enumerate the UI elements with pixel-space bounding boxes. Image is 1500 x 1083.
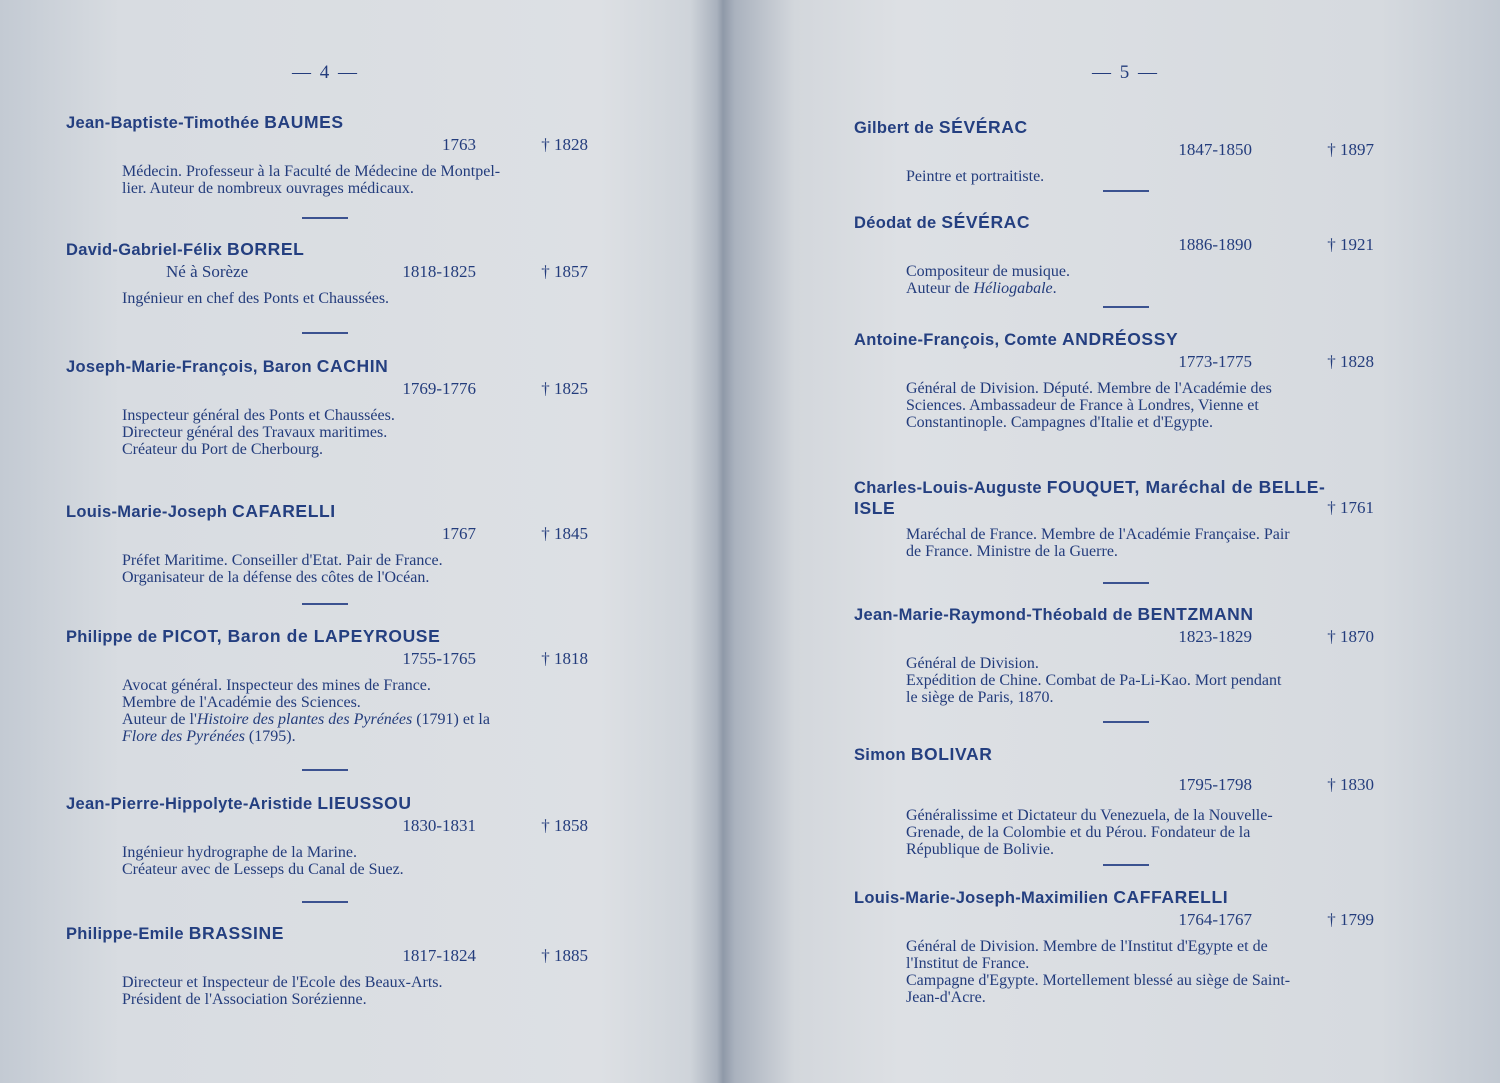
entry-description	[854, 938, 1374, 1006]
given-names: Antoine-François, Comte	[854, 331, 1058, 349]
surname: CAFARELLI	[232, 501, 336, 521]
death-year: † 1828	[541, 135, 588, 154]
school-period: 1769-1776	[402, 379, 476, 398]
entry-name	[854, 744, 1374, 765]
surname: CACHIN	[316, 356, 389, 376]
death-year: † 1921	[1327, 235, 1374, 254]
surname-continuation: ISLE	[854, 498, 896, 518]
given-names: Déodat de	[854, 214, 937, 232]
entry-gilbert-de-severac	[854, 117, 1374, 185]
entry-name	[66, 112, 588, 133]
description-line	[122, 711, 588, 728]
death-year: † 1857	[541, 262, 588, 281]
entry-dates	[854, 910, 1374, 932]
description-line: le siège de Paris, 1870.	[906, 689, 1054, 706]
description-line: Jean-d'Acre.	[906, 989, 986, 1006]
entry-description	[66, 844, 588, 878]
entry-dates	[66, 135, 588, 157]
surname: BAUMES	[264, 112, 344, 132]
school-period: 1823-1829	[1178, 627, 1252, 646]
entry-andreossy	[854, 329, 1374, 431]
description-line: Avocat général. Inspecteur des mines de France.	[122, 677, 431, 694]
entry-name	[66, 923, 588, 944]
entry-lieussou	[66, 793, 588, 878]
entry-name	[854, 329, 1374, 350]
entry-cafarelli	[66, 501, 588, 586]
entry-dates	[854, 498, 1374, 520]
surname: CAFFARELLI	[1113, 887, 1229, 907]
entry-description	[66, 290, 588, 307]
death-year: † 1830	[1327, 775, 1374, 794]
page-number: — 4 —	[292, 62, 359, 83]
entry-dates	[66, 946, 588, 968]
description-line: Organisateur de la défense des côtes de l'Océan.	[122, 569, 430, 586]
entry-name	[66, 793, 588, 814]
given-names: Joseph-Marie-François, Baron	[66, 358, 312, 376]
entry-dates	[66, 379, 588, 401]
text-run: (1791) et la	[412, 711, 490, 728]
given-names: David-Gabriel-Félix	[66, 241, 223, 259]
text-run: Auteur de l'	[122, 711, 197, 728]
entry-dates	[66, 524, 588, 546]
school-period: 1886-1890	[1178, 235, 1252, 254]
entry-dates	[66, 649, 588, 671]
description-line: Général de Division.	[906, 655, 1039, 672]
school-period: 1830-1831	[402, 816, 476, 835]
description-line: Ingénieur en chef des Ponts et Chaussées.	[122, 290, 390, 307]
entry-lapeyrouse	[66, 626, 588, 745]
entry-name	[66, 501, 588, 522]
entry-name	[854, 117, 1374, 138]
death-year: † 1818	[541, 649, 588, 668]
description-line: Général de Division. Député. Membre de l'Académie des	[906, 380, 1272, 397]
description-line: Compositeur de musique.	[906, 263, 1070, 280]
school-period: 1818-1825	[402, 262, 476, 281]
separator-rule	[1103, 721, 1149, 723]
death-year: † 1799	[1327, 910, 1374, 929]
surname: LIEUSSOU	[317, 793, 412, 813]
description-line: Peintre et portraitiste.	[906, 168, 1045, 185]
entry-brassine	[66, 923, 588, 1008]
given-names: Simon	[854, 746, 906, 764]
separator-rule	[302, 603, 348, 605]
school-period: 1817-1824	[402, 946, 476, 965]
death-year: † 1845	[541, 524, 588, 543]
entry-dates	[66, 262, 588, 284]
given-names: Jean-Baptiste-Timothée	[66, 114, 260, 132]
entry-dates	[854, 775, 1374, 797]
description-line: Directeur et Inspecteur de l'Ecole des Beaux-Arts.	[122, 974, 443, 991]
entry-name	[66, 626, 588, 647]
surname: BOLIVAR	[910, 744, 993, 764]
work-title: Flore des Pyrénées	[122, 728, 245, 745]
entry-description	[66, 407, 588, 458]
description-line: République de Bolivie.	[906, 841, 1054, 858]
school-period: 1764-1767	[1178, 910, 1252, 929]
description-line: Créateur avec de Lesseps du Canal de Suez.	[122, 861, 404, 878]
description-line: Expédition de Chine. Combat de Pa-Li-Kao. Mort pendant	[906, 672, 1282, 689]
surname: FOUQUET, Maréchal de BELLE-	[1046, 477, 1326, 497]
entry-dates	[854, 352, 1374, 374]
description-line: Généralissime et Dictateur du Venezuela, de la Nouvelle-	[906, 807, 1273, 824]
description-line: Sciences. Ambassadeur de France à Londres, Vienne et	[906, 397, 1259, 414]
work-title: Héliogabale	[973, 280, 1053, 297]
entry-fouquet-belle-isle	[854, 477, 1374, 560]
entry-cachin	[66, 356, 588, 458]
surname: SÉVÉRAC	[938, 117, 1028, 137]
description-line: Constantinople. Campagnes d'Italie et d'Egypte.	[906, 414, 1214, 431]
entry-description	[66, 677, 588, 745]
school-period: 1755-1765	[402, 649, 476, 668]
entry-description	[854, 526, 1374, 560]
description-line: Directeur général des Travaux maritimes.	[122, 424, 388, 441]
description-line	[906, 280, 1374, 297]
separator-rule	[1103, 306, 1149, 308]
separator-rule	[302, 332, 348, 334]
entry-dates	[854, 235, 1374, 257]
surname: BENTZMANN	[1137, 604, 1254, 624]
entry-description	[66, 552, 588, 586]
description-line: Préfet Maritime. Conseiller d'Etat. Pair de France.	[122, 552, 443, 569]
given-names: Louis-Marie-Joseph	[66, 503, 228, 521]
entry-name	[854, 887, 1374, 908]
entry-dates	[854, 140, 1374, 162]
entry-dates	[66, 816, 588, 838]
work-title: Histoire des plantes des Pyrénées	[196, 711, 413, 728]
entry-description	[854, 263, 1374, 297]
given-names: Philippe de	[66, 628, 158, 646]
description-line: Membre de l'Académie des Sciences.	[122, 694, 361, 711]
death-year: † 1828	[1327, 352, 1374, 371]
entry-dates	[854, 627, 1374, 649]
school-period: 1847-1850	[1178, 140, 1252, 159]
description-line: lier. Auteur de nombreux ouvrages médicaux.	[122, 180, 414, 197]
text-run: Auteur de	[906, 280, 974, 297]
entry-description	[854, 807, 1374, 858]
separator-rule	[302, 901, 348, 903]
separator-rule	[1103, 582, 1149, 584]
death-year: † 1897	[1327, 140, 1374, 159]
entry-bentzmann	[854, 604, 1374, 706]
school-period: 1767	[442, 524, 476, 543]
text-run: .	[1052, 280, 1057, 297]
description-line: Médecin. Professeur à la Faculté de Médecine de Montpel-	[122, 163, 501, 180]
entry-name	[854, 477, 1374, 498]
entry-description	[66, 163, 588, 197]
given-names: Philippe-Emile	[66, 925, 184, 943]
entry-name	[66, 356, 588, 377]
entry-name	[854, 212, 1374, 233]
entry-description	[66, 974, 588, 1008]
description-line: l'Institut de France.	[906, 955, 1030, 972]
school-period: 1795-1798	[1178, 775, 1252, 794]
description-line: de France. Ministre de la Guerre.	[906, 543, 1118, 560]
given-names: Jean-Marie-Raymond-Théobald de	[854, 606, 1133, 624]
description-line: Ingénieur hydrographe de la Marine.	[122, 844, 358, 861]
surname: BRASSINE	[188, 923, 285, 943]
separator-rule	[302, 769, 348, 771]
left-page	[0, 0, 720, 1083]
death-year: † 1761	[1327, 498, 1374, 517]
entry-name	[854, 604, 1374, 625]
school-period: 1763	[442, 135, 476, 154]
death-year: † 1825	[541, 379, 588, 398]
birthplace-note: Né à Sorèze	[166, 262, 249, 281]
death-year: † 1885	[541, 946, 588, 965]
entry-bolivar	[854, 744, 1374, 858]
entry-description	[854, 655, 1374, 706]
separator-rule	[302, 217, 348, 219]
death-year: † 1858	[541, 816, 588, 835]
given-names: Louis-Marie-Joseph-Maximilien	[854, 889, 1109, 907]
given-names: Charles-Louis-Auguste	[854, 479, 1042, 497]
description-line: Maréchal de France. Membre de l'Académie Française. Pair	[906, 526, 1290, 543]
description-line: Général de Division. Membre de l'Institut d'Egypte et de	[906, 938, 1268, 955]
entry-caffarelli	[854, 887, 1374, 1006]
entry-deodat-de-severac	[854, 212, 1374, 297]
description-line: Grenade, de la Colombie et du Pérou. Fondateur de la	[906, 824, 1251, 841]
description-line: Inspecteur général des Ponts et Chaussées.	[122, 407, 395, 424]
description-line: Président de l'Association Sorézienne.	[122, 991, 367, 1008]
surname: PICOT, Baron de LAPEYROUSE	[162, 626, 441, 646]
entry-borrel	[66, 239, 588, 307]
page-number: — 5 —	[1092, 62, 1159, 83]
entry-name	[66, 239, 588, 260]
school-period: 1773-1775	[1178, 352, 1252, 371]
description-line	[122, 728, 588, 745]
separator-rule	[1103, 190, 1149, 192]
entry-description	[854, 168, 1374, 185]
surname: SÉVÉRAC	[941, 212, 1031, 232]
surname: BORREL	[226, 239, 305, 259]
text-run: (1795).	[244, 728, 296, 745]
description-line: Créateur du Port de Cherbourg.	[122, 441, 323, 458]
description-line: Campagne d'Egypte. Mortellement blessé au siège de Saint-	[906, 972, 1291, 989]
entry-baumes	[66, 112, 588, 197]
separator-rule	[1103, 864, 1149, 866]
given-names: Gilbert de	[854, 119, 935, 137]
surname: ANDRÉOSSY	[1061, 329, 1179, 349]
death-year: † 1870	[1327, 627, 1374, 646]
entry-description	[854, 380, 1374, 431]
right-page	[720, 0, 1500, 1083]
given-names: Jean-Pierre-Hippolyte-Aristide	[66, 795, 313, 813]
